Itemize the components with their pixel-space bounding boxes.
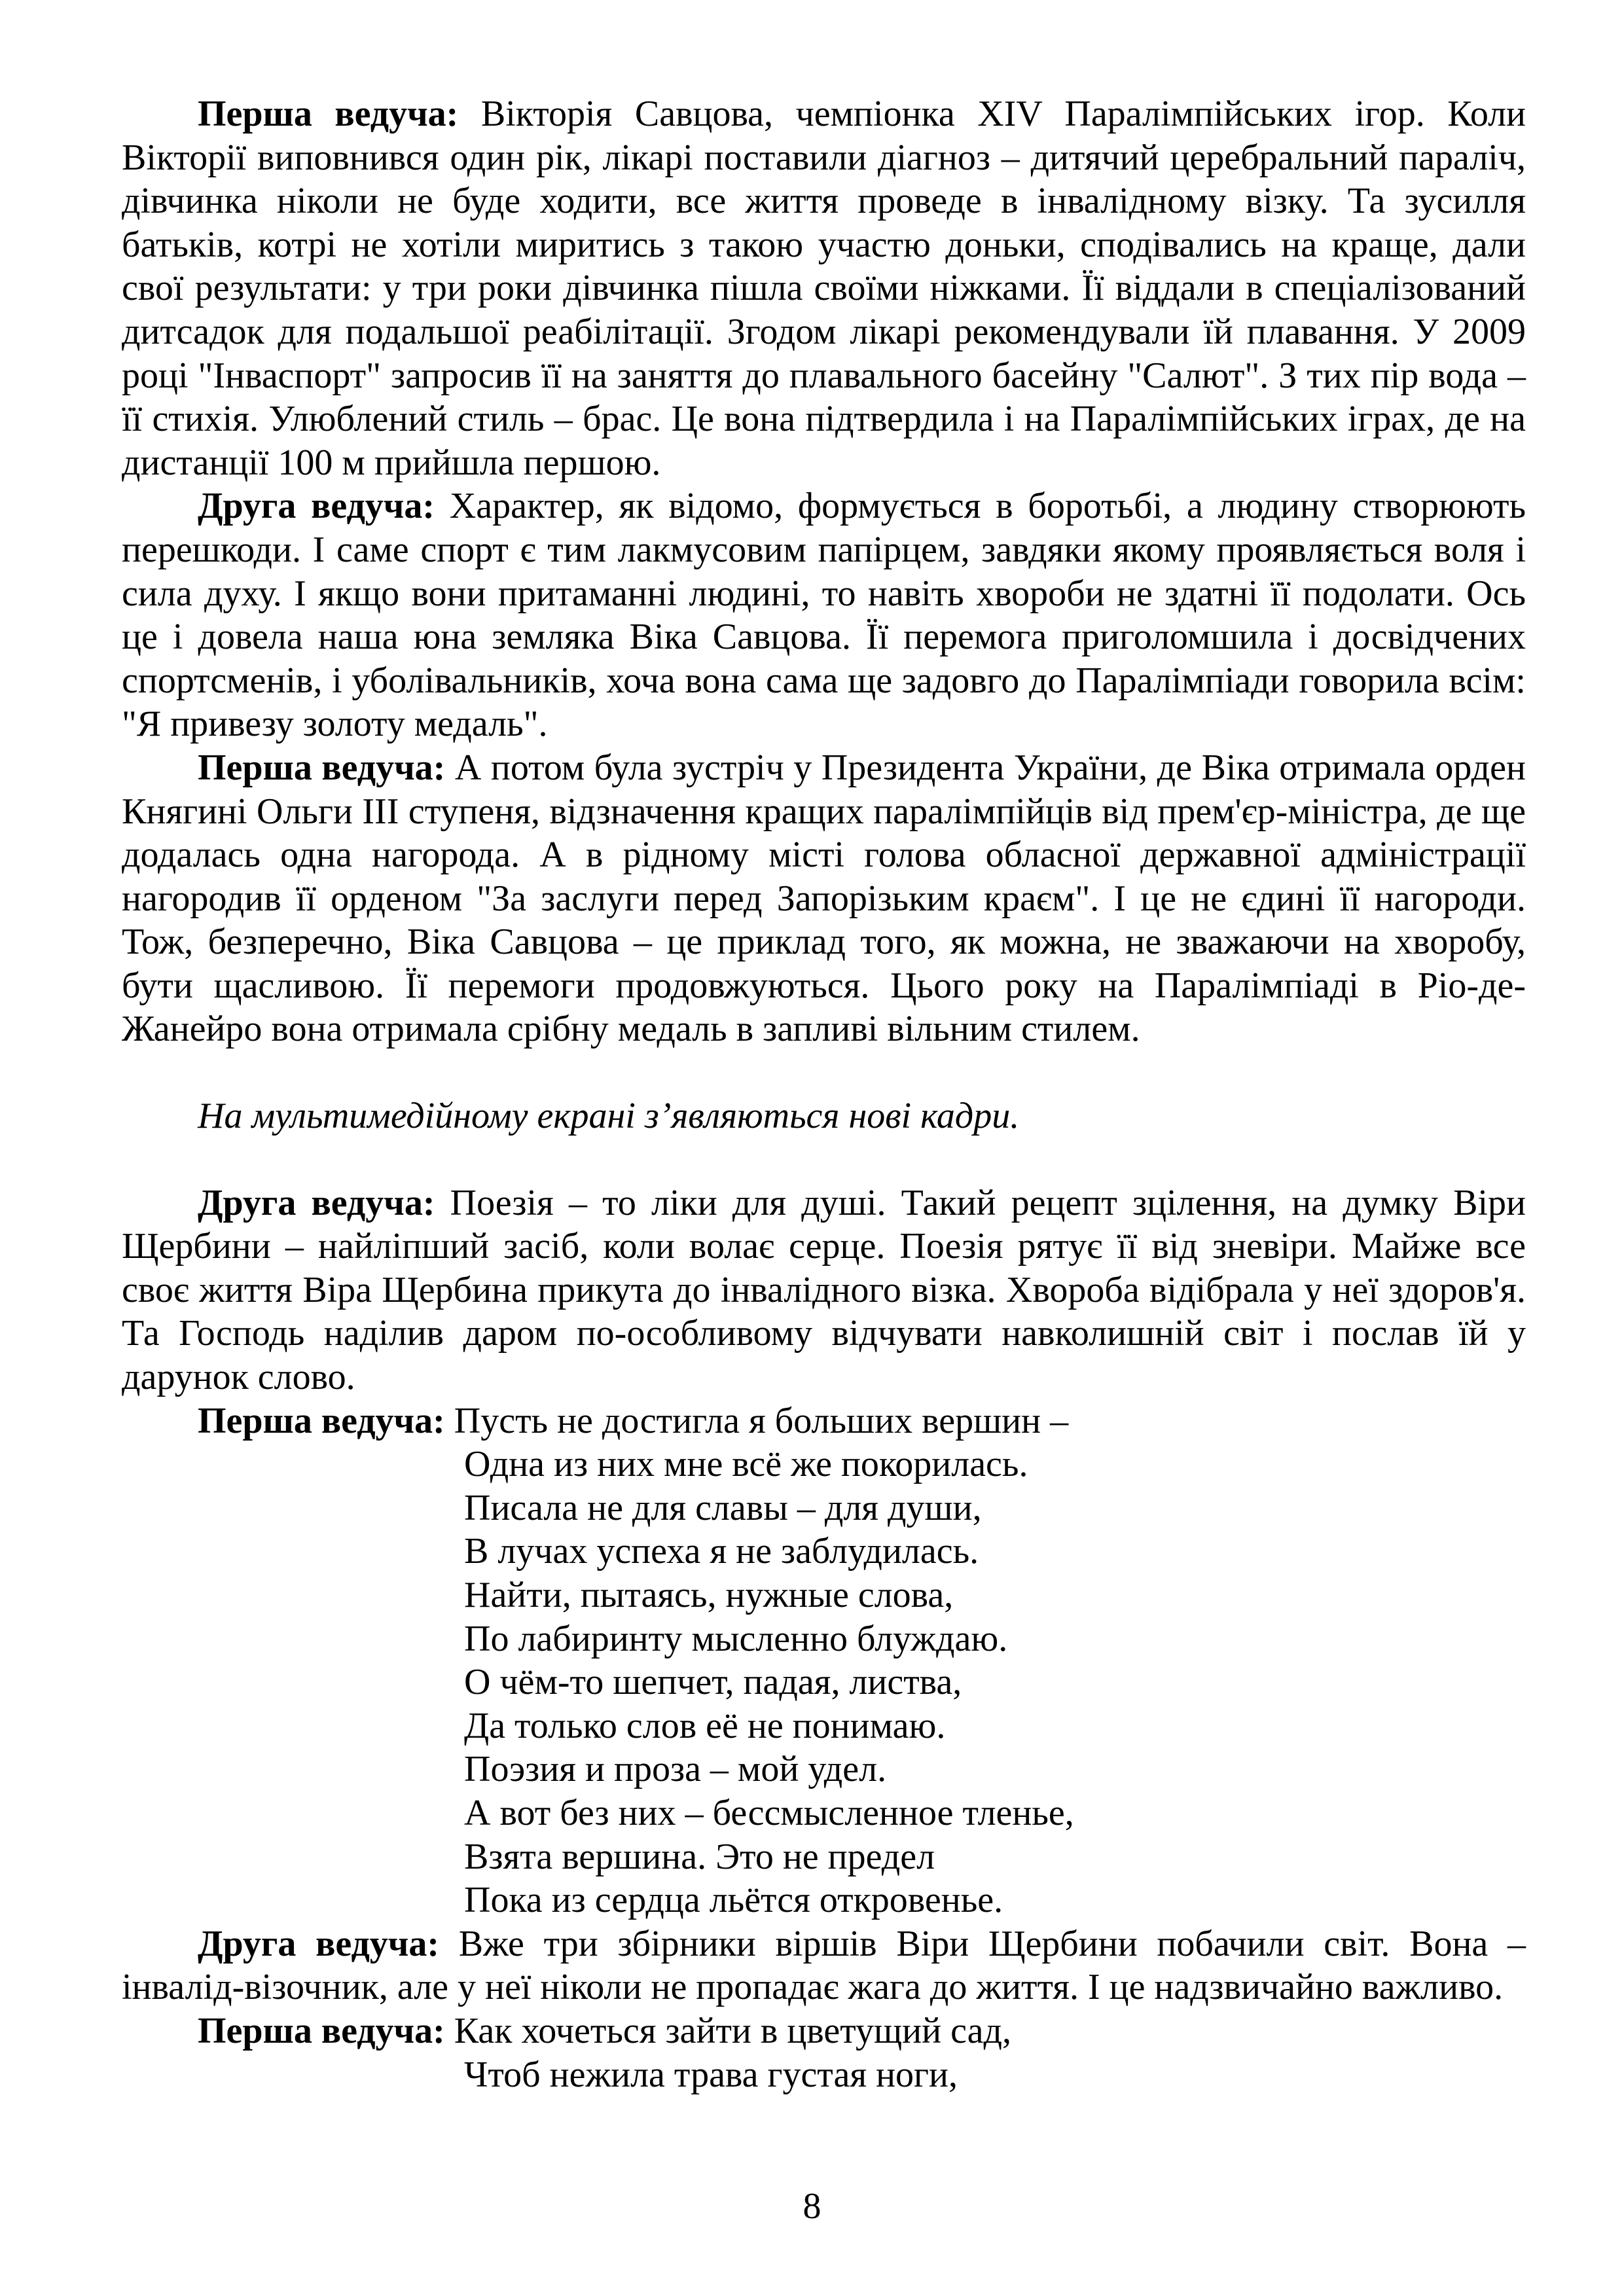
poem-line: А вот без них – бессмысленное тленье, bbox=[464, 1792, 1074, 1833]
speaker-label: Друга ведуча: bbox=[198, 486, 435, 527]
poem-line: О чём-то шепчет, падая, листва, bbox=[464, 1662, 962, 1703]
poem-2 bbox=[122, 2053, 1526, 2097]
poem-line: Как хочеться зайти в цветущий сад, bbox=[454, 2010, 1011, 2051]
poem-line: Поэзия и проза – мой удел. bbox=[464, 1749, 887, 1790]
paragraph-5 bbox=[122, 1922, 1526, 2009]
paragraph-text: А потом була зустріч у Президента України, де Віка отримала орден Княгині Ольги III ступеня, відзначення кращих паралімпійців від прем'єр-міністра, де ще додалась одна нагорода. А в рідному місті голова обласної державної адміністрації нагородив її орденом "За заслуги перед Запорізьким краєм". І це не єдині її нагороди. Тож, безперечно, Віка Савцова – це приклад того, як можна, не зважаючи на хворобу, бути щасливою. Її перемоги продовжуються. Цього року на Паралімпіаді в Ріо-де-Жанейро вона отримала срібну медаль в запливі вільним стилем. bbox=[122, 747, 1526, 1050]
poem-line: Пока из сердца льётся откровенье. bbox=[464, 1880, 1003, 1921]
poem-line: Чтоб нежила трава густая ноги, bbox=[464, 2054, 958, 2095]
paragraph-text: Характер, як відомо, формується в боротьбі, а людину створюють перешкоди. І саме спорт є тим лакмусовим папірцем, завдяки якому проявляється воля і сила духу. І якщо вони притаманні людині, то навіть хвороби не здатні її подолати. Ось це і довела наша юна земляка Віка Савцова. Її перемога приголомшила і досвідчених спортсменів, і уболівальників, хоча вона сама ще задовго до Паралімпіади говорила всім: "Я привезу золоту медаль". bbox=[122, 486, 1526, 745]
paragraph-3 bbox=[122, 746, 1526, 1051]
speaker-label: Перша ведуча: bbox=[198, 2010, 445, 2051]
speaker-label: Друга ведуча: bbox=[198, 1923, 440, 1964]
poem-1 bbox=[122, 1443, 1526, 1922]
paragraph-text: Вже три збірники віршів Віри Щербини побачили світ. Вона – інвалід-візочник, але у неї ніколи не пропадає жага до життя. І це надзвичайно важливо. bbox=[122, 1923, 1526, 2008]
poem-1-intro bbox=[122, 1399, 1526, 1443]
paragraph-2 bbox=[122, 484, 1526, 746]
poem-line: Взята вершина. Это не предел bbox=[464, 1836, 935, 1877]
document-page bbox=[122, 92, 1526, 2096]
poem-line: Да только слов её не понимаю. bbox=[464, 1705, 946, 1746]
poem-line: По лабиринту мысленно блуждаю. bbox=[464, 1618, 1008, 1659]
speaker-label: Перша ведуча: bbox=[198, 94, 459, 134]
stage-direction: На мультимедійному екрані з’являються нові кадри. bbox=[198, 1096, 1020, 1137]
speaker-label: Друга ведуча: bbox=[198, 1182, 435, 1223]
paragraph-4 bbox=[122, 1181, 1526, 1399]
poem-line: В лучах успеха я не заблудилась. bbox=[464, 1531, 979, 1572]
poem-line: Одна из них мне всё же покорилась. bbox=[464, 1444, 1028, 1485]
poem-line: Найти, пытаясь, нужные слова, bbox=[464, 1575, 954, 1615]
paragraph-1 bbox=[122, 92, 1526, 484]
paragraph-text: Поезія – то ліки для душі. Такий рецепт зцілення, на думку Віри Щербини – найліпший засіб, коли волає серце. Поезія рятує її від зневіри. Майже все своє життя Віра Щербина прикута до інвалідного візка. Хвороба відібрала у неї здоров'я. Та Господь наділив даром по-особливому відчувати навколишній світ і послав їй у дарунок слово. bbox=[122, 1182, 1526, 1398]
speaker-label: Перша ведуча: bbox=[198, 747, 446, 788]
page-number: 8 bbox=[803, 2186, 821, 2227]
poem-2-intro bbox=[122, 2009, 1526, 2053]
paragraph-text: Вікторія Савцова, чемпіонка XIV Паралімпійських ігор. Коли Вікторії виповнився один рік, лікарі поставили діагноз – дитячий церебральний параліч, дівчинка ніколи не буде ходити, все життя проведе в інвалідному візку. Та зусилля батьків, котрі не хотіли миритись з такою участю доньки, сподівались на краще, дали свої результати: у три роки дівчинка пішла своїми ніжками. Її віддали в спеціалізований дитсадок для подальшої реабілітації. Згодом лікарі рекомендували їй плавання. У 2009 році "Інваспорт" запросив її на заняття до плавального басейну "Салют". З тих пір вода – її стихія. Улюблений стиль – брас. Це вона підтвердила і на Паралімпійських іграх, де на дистанції 100 м прийшла першою. bbox=[122, 94, 1526, 483]
poem-line: Пусть не достигла я больших вершин – bbox=[454, 1400, 1069, 1441]
poem-line: Писала не для славы – для души, bbox=[464, 1487, 982, 1528]
speaker-label: Перша ведуча: bbox=[198, 1400, 445, 1441]
